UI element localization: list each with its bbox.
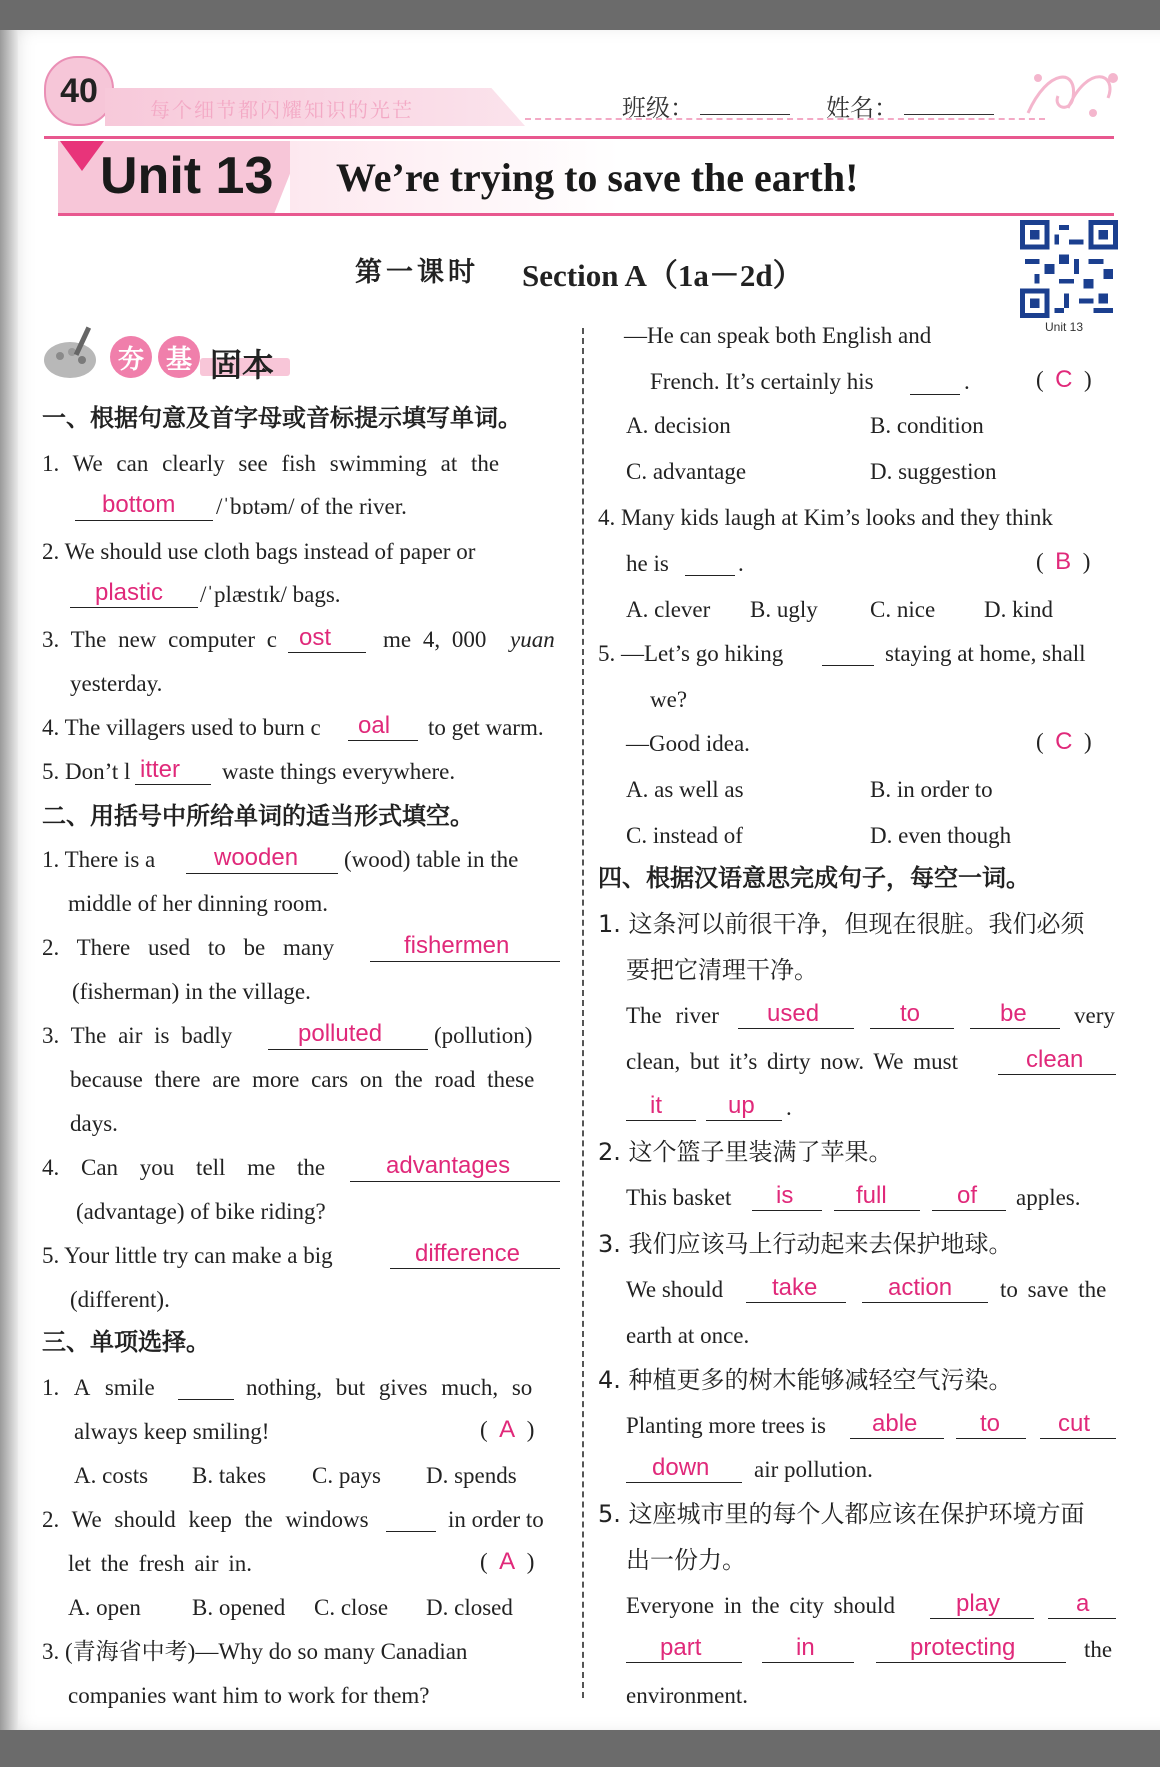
p3-q2-line1b: in order to: [448, 1507, 544, 1532]
p1-q5-answer[interactable]: itter: [140, 756, 181, 783]
p2-q4-answer[interactable]: advantages: [386, 1152, 511, 1179]
p2-q1-answer[interactable]: wooden: [214, 844, 299, 871]
p4-q4-answer-4[interactable]: down: [652, 1454, 710, 1481]
p1-q2-blank[interactable]: [70, 607, 198, 608]
title-rule-bottom: [58, 213, 1114, 216]
p1-q1-blank[interactable]: [75, 520, 213, 521]
p3-q1-opt-a[interactable]: A. costs: [74, 1463, 149, 1488]
p2-q3-blank[interactable]: [268, 1049, 428, 1050]
p2-q3-line3: days.: [70, 1111, 118, 1136]
class-blank[interactable]: [700, 114, 790, 115]
p4-q2-answer-1[interactable]: is: [776, 1182, 794, 1209]
p3-q2-opt-a[interactable]: A. open: [68, 1595, 141, 1620]
p4-q4-blank-1[interactable]: [850, 1438, 944, 1439]
column-divider: [582, 328, 584, 1698]
p4-q5-answer-4[interactable]: in: [796, 1634, 815, 1661]
p4-q2-answer-2[interactable]: full: [856, 1182, 887, 1209]
p3-q3-line3: —He can speak both English and: [624, 323, 932, 348]
badge-1: 夯: [110, 336, 152, 378]
class-label: 班级：: [622, 94, 694, 122]
page-number: 40: [44, 56, 114, 126]
p4-q5-cn-line2: 出一份力。: [626, 1546, 746, 1574]
lesson-chinese: 第一课时: [355, 257, 479, 288]
p4-q4-line2: air pollution.: [754, 1457, 873, 1482]
p3-q1-blank[interactable]: [178, 1399, 234, 1400]
p3-q5-answer-box[interactable]: ( C ): [1036, 728, 1092, 755]
p3-q3-blank[interactable]: [910, 394, 960, 395]
p2-q3-line1b: (pollution): [434, 1023, 533, 1048]
p4-q1-line2: clean, but it’s dirty now. We must: [626, 1049, 958, 1074]
p4-q4-blank-2[interactable]: [956, 1438, 1026, 1439]
p4-q5-answer-3[interactable]: part: [660, 1634, 702, 1661]
p2-q4-line2: (advantage) of bike riding?: [76, 1199, 326, 1224]
p3-q3-opt-d[interactable]: D. suggestion: [870, 459, 997, 484]
p4-q5-cn-line1: 5. 这座城市里的每个人都应该在保护环境方面: [598, 1500, 1085, 1528]
p2-q2-answer[interactable]: fishermen: [404, 932, 510, 959]
p1-q5-line1a: 5. Don’t l: [42, 759, 131, 784]
p1-q4-blank[interactable]: [348, 740, 418, 741]
p3-q1-opt-c[interactable]: C. pays: [312, 1463, 381, 1488]
p2-q1-line1a: 1. There is a: [42, 847, 156, 872]
p2-q1-line2: middle of her dinning room.: [68, 891, 328, 916]
p3-q2-opt-d[interactable]: D. closed: [426, 1595, 513, 1620]
p3-q1-line1b: nothing, but gives much, so: [246, 1375, 533, 1400]
p4-q5-blank-4[interactable]: [762, 1662, 854, 1663]
p3-q2-opt-b[interactable]: B. opened: [192, 1595, 286, 1620]
p4-q5-line1a: Everyone in the city should: [626, 1593, 895, 1618]
p2-q4-line1: 4. Can you tell me the: [42, 1155, 326, 1180]
p4-q2-answer-3[interactable]: of: [957, 1182, 978, 1209]
p4-q4-blank-3[interactable]: [1040, 1438, 1116, 1439]
part2-heading: 二、用括号中所给单词的适当形式填空。: [42, 802, 474, 830]
p3-q3-line4: French. It’s certainly his: [650, 369, 874, 394]
p1-q4-line1a: 4. The villagers used to burn c: [42, 715, 321, 740]
p4-q5-answer-2[interactable]: a: [1076, 1590, 1090, 1617]
p1-q1-line2: /ˈbɒtəm/ of the river.: [216, 494, 407, 519]
p3-q2-line1a: 2. We should keep the windows: [42, 1507, 369, 1532]
p3-q4-answer-box[interactable]: ( B ): [1036, 548, 1091, 575]
p2-q1-line1b: (wood) table in the: [344, 847, 519, 872]
p4-q2-blank-3[interactable]: [932, 1210, 1006, 1211]
p1-q4-answer[interactable]: oal: [358, 712, 391, 739]
p2-q2-line1: 2. There used to be many: [42, 935, 335, 960]
p4-q1-answer-1[interactable]: used: [767, 1000, 820, 1027]
p4-q5-blank-5[interactable]: [876, 1662, 1066, 1663]
p1-q3-answer[interactable]: ost: [299, 624, 332, 651]
p4-q4-blank-4[interactable]: [626, 1482, 742, 1483]
p4-q5-line2b: the: [1084, 1637, 1113, 1662]
p2-q1-blank[interactable]: [186, 873, 338, 874]
header-dashed-line: [525, 118, 1045, 120]
p4-q1-blank-5[interactable]: [626, 1120, 696, 1121]
p4-q1-blank-1[interactable]: [738, 1028, 854, 1029]
p3-q4-line1: 4. Many kids laugh at Kim’s looks and they think: [598, 505, 1053, 530]
p3-q5-answer: C: [1055, 728, 1073, 755]
p4-q3-answer-1[interactable]: take: [772, 1274, 818, 1301]
p4-q2-blank-2[interactable]: [834, 1210, 920, 1211]
p3-q4-period: .: [738, 551, 744, 576]
p4-q4-answer-2[interactable]: to: [980, 1410, 1001, 1437]
p4-q5-blank-2[interactable]: [1048, 1618, 1116, 1619]
p3-q3-answer-box[interactable]: ( C ): [1036, 366, 1092, 393]
paint-palette-icon: [40, 322, 102, 384]
p3-q2-answer: A: [499, 1548, 516, 1575]
p4-q1-answer-4[interactable]: clean: [1026, 1046, 1084, 1073]
p3-q4-opt-c[interactable]: C. nice: [870, 597, 936, 622]
p4-q1-answer-3[interactable]: be: [1000, 1000, 1027, 1027]
p3-q3-opt-a[interactable]: A. decision: [626, 413, 731, 438]
p4-q5-blank-1[interactable]: [930, 1618, 1034, 1619]
p3-q1-line1a: 1. A smile: [42, 1375, 155, 1400]
p1-q2-line2: /ˈplæstɪk/ bags.: [200, 582, 341, 607]
unit-triangle-icon: [60, 141, 104, 171]
lesson-section: Section A（1a－2d）: [522, 258, 804, 293]
p4-q5-blank-3[interactable]: [626, 1662, 742, 1663]
p3-q3-period: .: [964, 369, 970, 394]
p4-q3-cn: 3. 我们应该马上行动起来去保护地球。: [598, 1230, 1013, 1258]
part3-heading: 三、单项选择。: [42, 1328, 210, 1356]
p4-q3-blank-1[interactable]: [746, 1302, 846, 1303]
p4-q5-answer-5[interactable]: protecting: [910, 1634, 1016, 1661]
p2-q2-line2: (fisherman) in the village.: [72, 979, 311, 1004]
p1-q4-line1b: to get warm.: [428, 715, 544, 740]
qr-code-icon[interactable]: [1020, 220, 1118, 318]
p3-q5-line1a: 5. —Let’s go hiking: [598, 641, 784, 666]
p3-q3-line2: companies want him to work for them?: [68, 1683, 430, 1708]
p3-q4-opt-a[interactable]: A. clever: [626, 597, 711, 622]
p4-q4-line1a: Planting more trees is: [626, 1413, 826, 1438]
p1-q5-blank[interactable]: [135, 784, 211, 785]
p2-q5-line1: 5. Your little try can make a big: [42, 1243, 333, 1268]
qr-caption: Unit 13: [1045, 320, 1084, 334]
p3-q1-answer: A: [499, 1416, 516, 1443]
p4-q2-blank-1[interactable]: [752, 1210, 822, 1211]
p3-q5-blank[interactable]: [822, 665, 874, 666]
p2-q5-line2: (different).: [70, 1287, 170, 1312]
p3-q1-opt-b[interactable]: B. takes: [192, 1463, 267, 1488]
p1-q5-line1b: waste things everywhere.: [222, 759, 456, 784]
p3-q4-opt-b[interactable]: B. ugly: [750, 597, 818, 622]
p1-q2-line1: 2. We should use cloth bags instead of paper or: [42, 539, 476, 564]
p3-q1-line2: always keep smiling!: [74, 1419, 270, 1444]
p4-q3-line1b: to save the: [1000, 1277, 1107, 1302]
p1-q3-yuan: yuan: [510, 627, 555, 652]
book-spine-shadow: [0, 30, 18, 1730]
name-label: 姓名：: [826, 94, 898, 122]
p2-q3-answer[interactable]: polluted: [298, 1020, 383, 1047]
p4-q1-answer-6[interactable]: up: [728, 1092, 755, 1119]
p2-q5-blank[interactable]: [390, 1268, 560, 1269]
p3-q1-answer-box[interactable]: ( A ): [480, 1416, 535, 1443]
p3-q5-line1b: staying at home, shall: [885, 641, 1086, 666]
floral-ornament-icon: [1018, 58, 1128, 128]
p4-q3-answer-2[interactable]: action: [888, 1274, 953, 1301]
p4-q1-blank-2[interactable]: [870, 1028, 954, 1029]
p3-q2-line2: let the fresh air in.: [68, 1551, 252, 1576]
p3-q5-opt-a[interactable]: A. as well as: [626, 777, 744, 802]
p2-q5-answer[interactable]: difference: [415, 1240, 520, 1267]
part4-heading: 四、根据汉语意思完成句子，每空一词。: [598, 864, 1030, 892]
p1-q1-line1: 1. We can clearly see fish swimming at the: [42, 451, 500, 476]
p4-q5-line3: environment.: [626, 1683, 748, 1708]
p4-q4-answer-1[interactable]: able: [872, 1410, 918, 1437]
motto-text: 每个细节都闪耀知识的光芒: [150, 98, 414, 122]
unit-title: We’re trying to save the earth!: [336, 155, 859, 200]
p3-q5-opt-d[interactable]: D. even though: [870, 823, 1012, 848]
p3-q4-blank[interactable]: [685, 575, 735, 576]
p3-q2-answer-box[interactable]: ( A ): [480, 1548, 535, 1575]
p3-q2-opt-c[interactable]: C. close: [314, 1595, 389, 1620]
p3-q4-line2: he is: [626, 551, 669, 576]
p4-q4-answer-3[interactable]: cut: [1058, 1410, 1091, 1437]
p4-q1-line1b: very: [1074, 1003, 1115, 1028]
p3-q4-answer: B: [1055, 548, 1072, 575]
p4-q1-line1a: The river: [626, 1003, 719, 1028]
p4-q2-line1a: This basket: [626, 1185, 732, 1210]
p3-q1-opt-d[interactable]: D. spends: [426, 1463, 517, 1488]
p1-q3-line2: yesterday.: [70, 671, 163, 696]
p3-q5-line3: —Good idea.: [626, 731, 750, 756]
p2-q3-line2: because there are more cars on the road these: [70, 1067, 535, 1092]
p4-q1-cn-line1: 1. 这条河以前很干净，但现在很脏。我们必须: [598, 910, 1085, 938]
p4-q5-answer-1[interactable]: play: [956, 1590, 1001, 1617]
p1-q1-answer[interactable]: bottom: [102, 491, 176, 518]
p4-q2-cn: 2. 这个篮子里装满了苹果。: [598, 1138, 893, 1166]
p4-q1-answer-2[interactable]: to: [900, 1000, 921, 1027]
p4-q3-line2: earth at once.: [626, 1323, 750, 1348]
p3-q2-blank[interactable]: [386, 1531, 436, 1532]
p2-q2-blank[interactable]: [370, 961, 560, 962]
p4-q2-line1b: apples.: [1016, 1185, 1081, 1210]
badge-2: 基: [158, 336, 200, 378]
p1-q3-line1a: 3. The new computer c: [42, 627, 277, 652]
name-blank[interactable]: [904, 114, 994, 115]
part1-heading: 一、根据句意及首字母或音标提示填写单词。: [42, 404, 522, 432]
p3-q4-opt-d[interactable]: D. kind: [984, 597, 1053, 622]
p3-q3-opt-c[interactable]: C. advantage: [626, 459, 747, 484]
p3-q3-answer: C: [1055, 366, 1073, 393]
p4-q1-blank-3[interactable]: [970, 1028, 1060, 1029]
p1-q3-line1b: me 4, 000: [383, 627, 487, 652]
p4-q3-line1a: We should: [626, 1277, 724, 1302]
p3-q3-line1: 3. (青海省中考)—Why do so many Canadian: [42, 1639, 468, 1664]
p3-q5-opt-b[interactable]: B. in order to: [870, 777, 993, 802]
p3-q5-line2: we?: [650, 687, 688, 712]
p4-q1-cn-line2: 要把它清理干净。: [626, 956, 818, 984]
p4-q1-period: .: [786, 1095, 792, 1120]
p4-q4-cn: 4. 种植更多的树木能够减轻空气污染。: [598, 1366, 1013, 1394]
p4-q1-blank-6[interactable]: [706, 1120, 782, 1121]
p3-q3-opt-b[interactable]: B. condition: [870, 413, 984, 438]
p1-q2-answer[interactable]: plastic: [95, 579, 164, 606]
banner-title: 固本: [210, 346, 275, 384]
p4-q1-blank-4[interactable]: [998, 1074, 1116, 1075]
p4-q3-blank-2[interactable]: [862, 1302, 988, 1303]
p2-q3-line1a: 3. The air is badly: [42, 1023, 233, 1048]
title-rule-top: [44, 136, 1114, 139]
p1-q3-blank[interactable]: [288, 652, 366, 653]
unit-label: Unit 13: [100, 147, 274, 205]
p3-q5-opt-c[interactable]: C. instead of: [626, 823, 743, 848]
p4-q1-answer-5[interactable]: it: [650, 1092, 662, 1119]
p2-q4-blank[interactable]: [350, 1181, 560, 1182]
